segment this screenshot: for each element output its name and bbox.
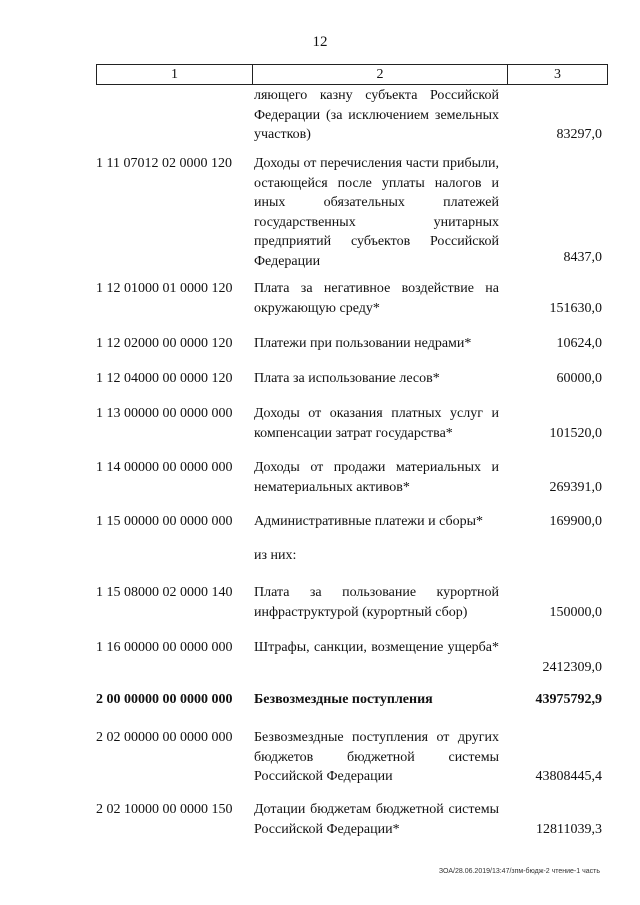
row-description: Доходы от перечисления части прибыли, остающейся после уплаты налогов и иных обязательных платежей государственных унитарных предприятий субъектов Российской Федерации: [254, 156, 499, 269]
header-col-3: 3: [554, 66, 561, 82]
table-header: [96, 64, 608, 85]
row-description: Дотации бюджетам бюджетной системы Российской Федерации*: [254, 802, 499, 837]
row-description: Безвозмездные поступления от других бюджетов бюджетной системы Российской Федерации: [254, 730, 499, 784]
row-code: 1 12 04000 00 0000 120: [96, 371, 233, 386]
row-code: 1 14 00000 00 0000 000: [96, 460, 233, 475]
row-description: Плата за пользование курортной инфраструктурой (курортный сбор): [254, 585, 499, 620]
row-amount: 150000,0: [549, 605, 602, 620]
row-amount: 2412309,0: [542, 660, 602, 675]
row-amount: 60000,0: [556, 371, 602, 386]
row-code: 1 12 01000 01 0000 120: [96, 281, 233, 296]
row-code: 2 02 10000 00 0000 150: [96, 802, 233, 817]
row-description: ляющего казну субъекта Российской Федерации (за исключением земельных участков): [254, 88, 499, 142]
row-amount: 10624,0: [556, 336, 602, 351]
row-code: 1 16 00000 00 0000 000: [96, 640, 233, 655]
row-description: из них:: [254, 548, 297, 563]
row-amount: 151630,0: [549, 301, 602, 316]
row-code: 1 12 02000 00 0000 120: [96, 336, 233, 351]
row-description: Плата за использование лесов*: [254, 371, 440, 386]
row-description: Доходы от оказания платных услуг и компенсации затрат государства*: [254, 406, 499, 441]
row-description: Штрафы, санкции, возмещение ущерба*: [254, 640, 499, 655]
footer-stamp: ЗОА/28.06.2019/13:47/зпм-бюдж-2 чтение-1 часть: [438, 868, 600, 875]
row-description: Плата за негативное воздействие на окружающую среду*: [254, 281, 499, 316]
row-description: Безвозмездные поступления: [254, 692, 433, 707]
row-amount: 101520,0: [549, 426, 602, 441]
row-code: 2 00 00000 00 0000 000: [96, 692, 233, 707]
row-code: 1 15 00000 00 0000 000: [96, 514, 233, 529]
page-number: 12: [312, 34, 328, 50]
row-description: Доходы от продажи материальных и нематериальных активов*: [254, 460, 499, 495]
row-amount: 12811039,3: [536, 822, 602, 837]
row-description: Административные платежи и сборы*: [254, 514, 483, 529]
row-code: 1 15 08000 02 0000 140: [96, 585, 233, 600]
row-amount: 269391,0: [549, 480, 602, 495]
header-col-1: 1: [97, 65, 253, 84]
row-code: 1 11 07012 02 0000 120: [96, 156, 232, 171]
row-amount: 43975792,9: [535, 692, 602, 707]
row-code: 1 13 00000 00 0000 000: [96, 406, 233, 421]
row-code: 2 02 00000 00 0000 000: [96, 730, 233, 745]
row-amount: 83297,0: [556, 127, 602, 142]
row-description: Платежи при пользовании недрами*: [254, 336, 472, 351]
row-amount: 8437,0: [563, 250, 602, 265]
row-amount: 169900,0: [549, 514, 602, 529]
row-amount: 43808445,4: [535, 769, 602, 784]
header-col-2: 2: [253, 65, 508, 84]
